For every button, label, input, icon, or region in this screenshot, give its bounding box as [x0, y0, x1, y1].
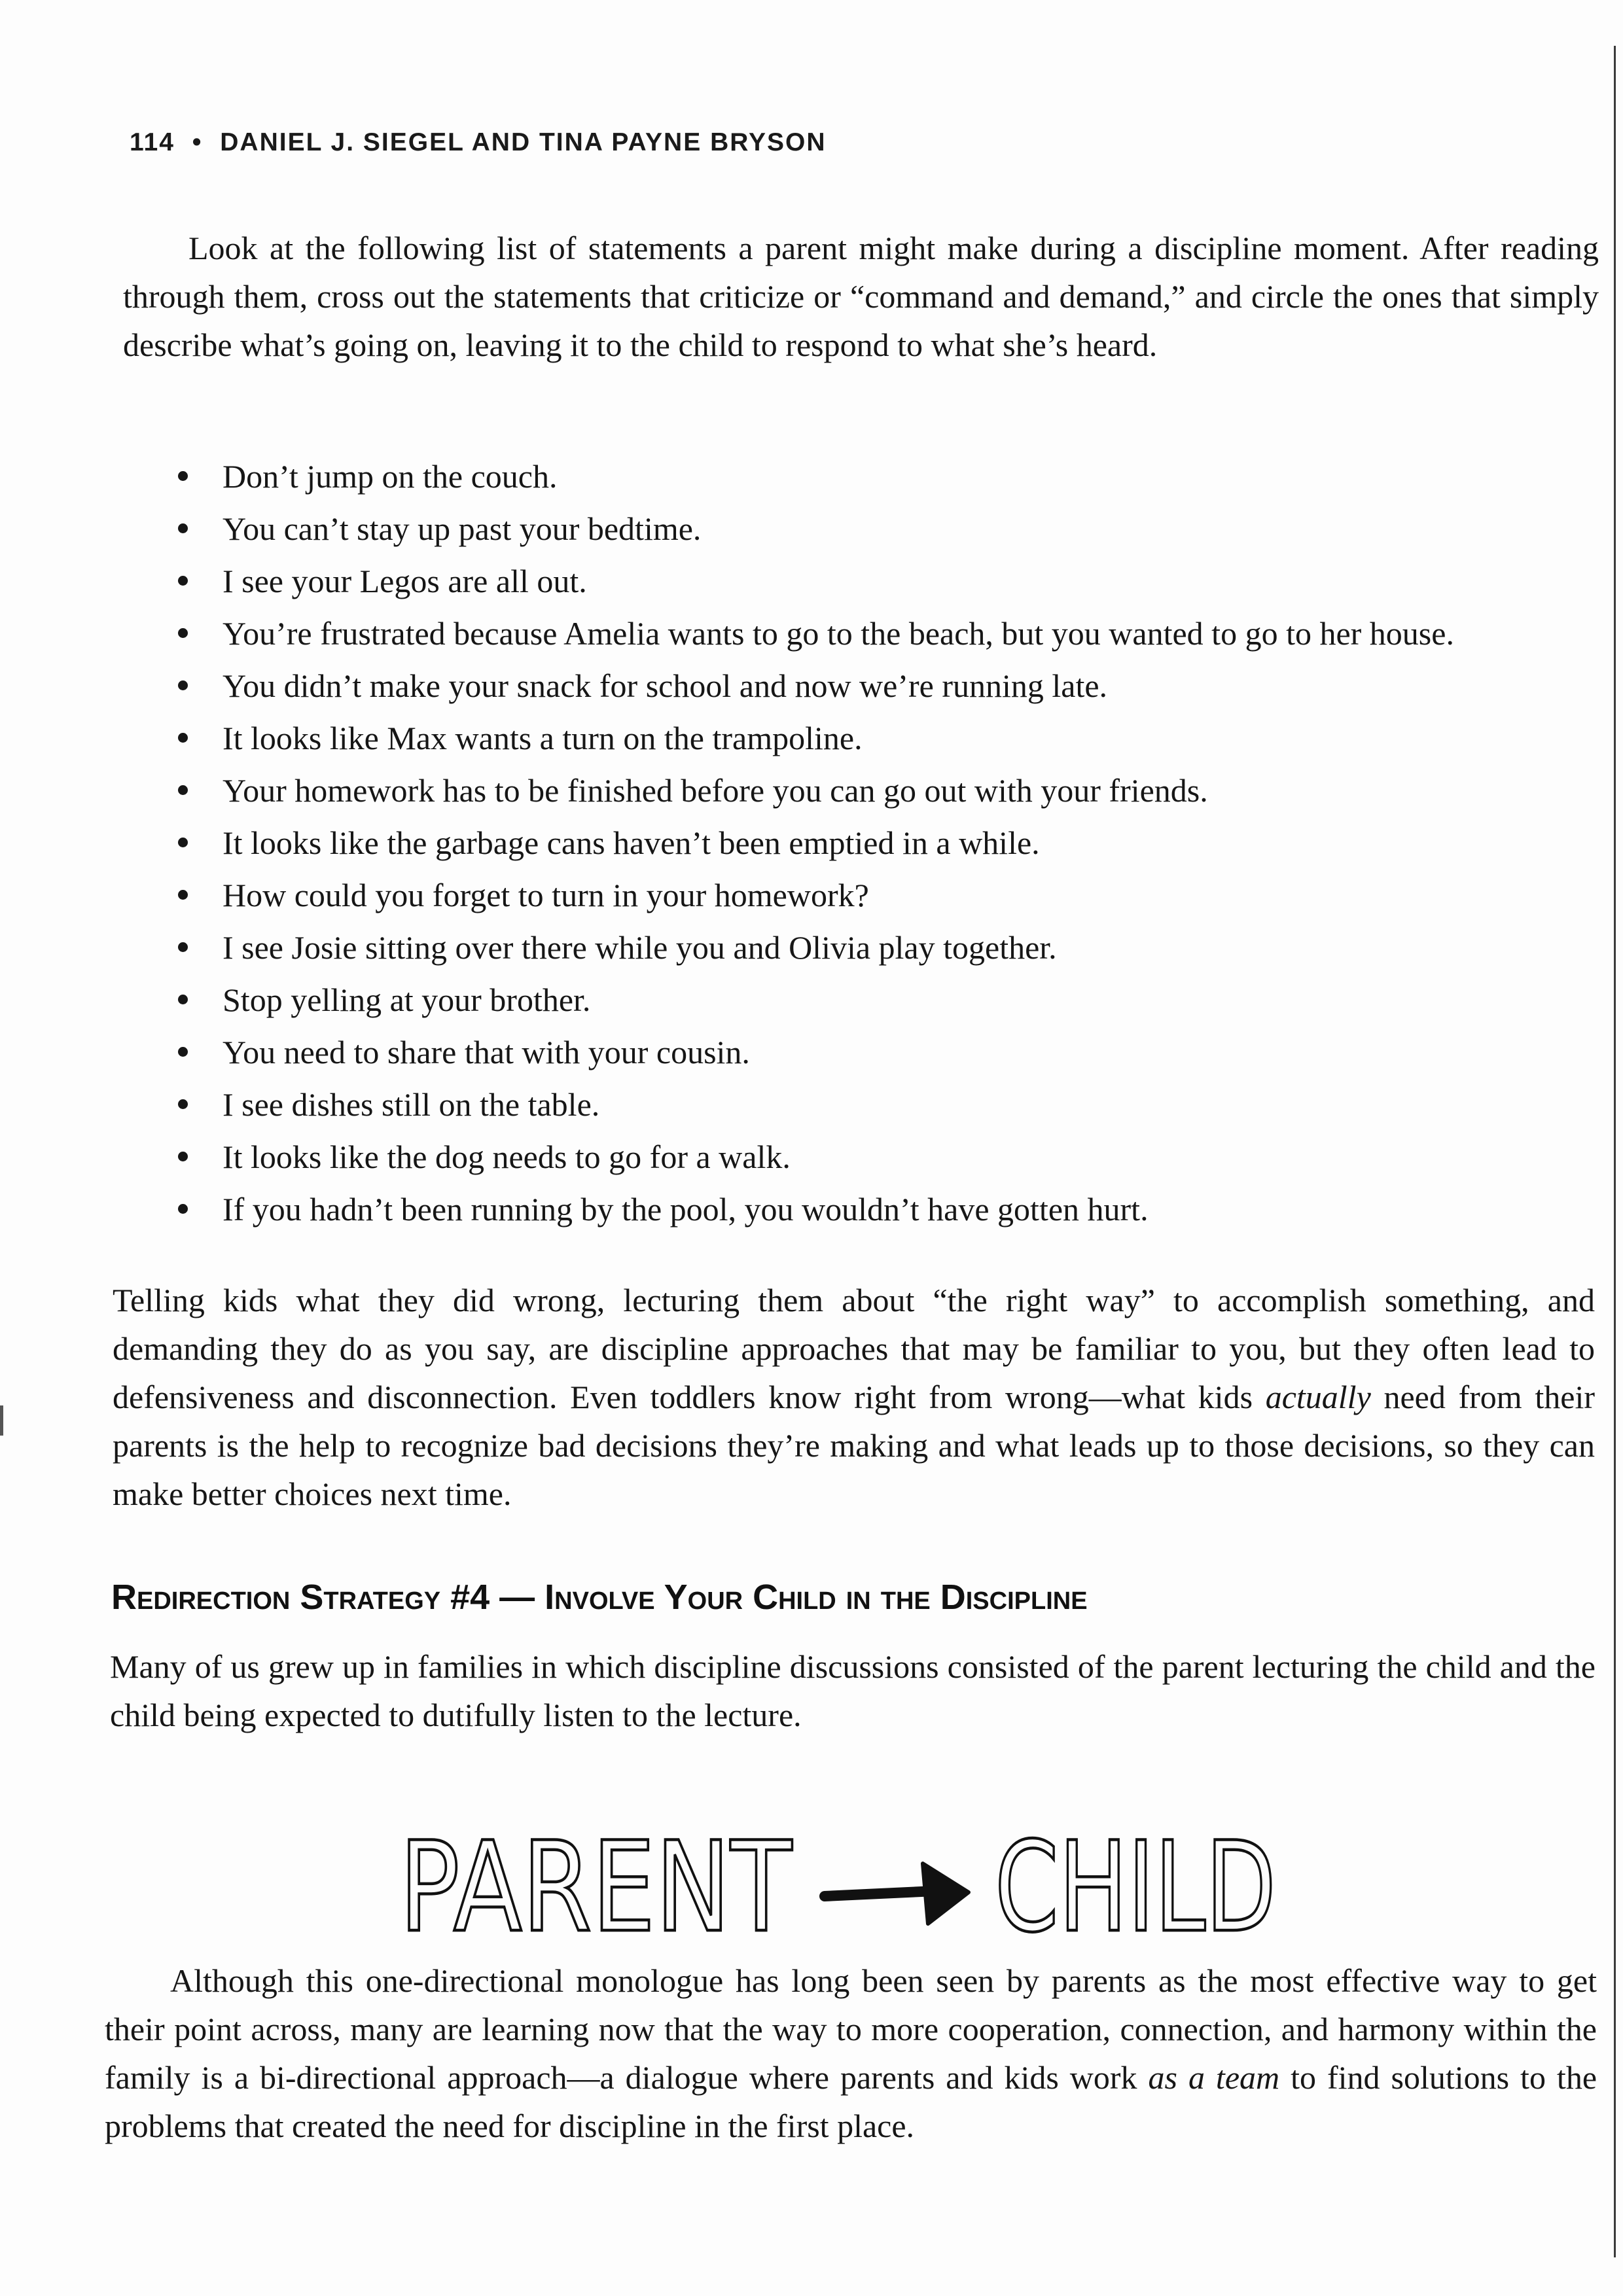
statement-item	[170, 1026, 1610, 1078]
statement-item	[170, 660, 1610, 712]
bullet-icon	[178, 1152, 188, 1161]
bullet-icon	[178, 1099, 188, 1109]
running-head-authors: DANIEL J. SIEGEL AND TINA PAYNE BRYSON	[220, 128, 827, 156]
page-number: 114	[130, 128, 175, 156]
parent-to-child-illustration	[386, 1793, 1302, 1976]
running-head-separator: •	[192, 128, 203, 156]
statement-text: If you hadn’t been running by the pool, you wouldn’t have gotten hurt.	[223, 1191, 1149, 1227]
emphasis-actually: actually	[1265, 1379, 1371, 1415]
body-paragraph	[113, 1276, 1595, 1518]
body-paragraph-text-end: need from their parents is the help to recognize bad decisions they’re making and what leads up to those decisions, so they can make better choices next time.	[113, 1379, 1595, 1512]
statement-item	[170, 712, 1610, 764]
statement-item	[170, 607, 1610, 660]
statement-list	[170, 450, 1610, 1235]
closing-paragraph-text-end: to find solutions to the problems that created the need for discipline in the first place.	[105, 2059, 1597, 2144]
statement-item	[170, 817, 1610, 869]
bullet-icon	[178, 733, 188, 743]
statement-item	[170, 1078, 1610, 1131]
illustration-child-word: CHILD	[995, 1815, 1276, 1960]
bullet-icon	[178, 1204, 188, 1214]
statement-text: Stop yelling at your brother.	[223, 981, 591, 1018]
statement-text: I see dishes still on the table.	[223, 1086, 600, 1123]
body-paragraph-text: Telling kids what they did wrong, lecturing them about “the right way” to accomplish something, and demanding they do as you say, are discipline approaches that may be familiar to you, but they often lead to defensiveness and disconnection. Even toddlers know right from wrong—what kids	[113, 1282, 1595, 1415]
bullet-icon	[178, 942, 188, 952]
statement-item	[170, 555, 1610, 607]
bullet-icon	[178, 471, 188, 481]
statement-text: You’re frustrated because Amelia wants to go to the beach, but you wanted to go to her house.	[223, 615, 1454, 652]
running-head	[130, 128, 826, 157]
bullet-icon	[178, 523, 188, 533]
statement-text: It looks like the garbage cans haven’t been emptied in a while.	[223, 824, 1040, 861]
statement-text: It looks like Max wants a turn on the trampoline.	[223, 720, 863, 756]
statement-item	[170, 921, 1610, 974]
statement-item	[170, 1183, 1610, 1235]
statement-text: I see your Legos are all out.	[223, 563, 587, 599]
statement-text: I see Josie sitting over there while you and Olivia play together.	[223, 929, 1057, 966]
statement-item	[170, 503, 1610, 555]
bullet-icon	[178, 1047, 188, 1057]
statement-text: Your homework has to be finished before you can go out with your friends.	[223, 772, 1208, 809]
illustration-parent-word: PARENT	[399, 1815, 793, 1960]
bullet-icon	[178, 890, 188, 900]
statement-item	[170, 974, 1610, 1026]
statement-item	[170, 1131, 1610, 1183]
section-paragraph: Many of us grew up in families in which discipline discussions consisted of the parent lecturing the child and the child being expected to dutifully listen to the lecture.	[110, 1648, 1596, 1733]
statement-text: It looks like the dog needs to go for a walk.	[223, 1139, 791, 1175]
statement-text: You need to share that with your cousin.	[223, 1034, 750, 1070]
bullet-icon	[178, 576, 188, 586]
statement-item	[170, 450, 1610, 503]
closing-paragraph	[105, 1956, 1597, 2150]
bullet-icon	[178, 838, 188, 847]
bullet-icon	[178, 680, 188, 690]
bullet-icon	[178, 995, 188, 1004]
section-heading: Redirection Strategy #4 — Involve Your Child in the Discipline	[111, 1578, 1088, 1617]
scan-edge-mark	[0, 1405, 3, 1436]
closing-paragraph-text: Although this one-directional monologue has long been seen by parents as the most effective way to get their point across, many are learning now that the way to more cooperation, connection, and harmony within the family is a bi-directional approach—a dialogue where parents and kids work	[105, 1962, 1597, 2096]
emphasis-as-a-team: as a team	[1148, 2059, 1280, 2096]
arrow-right-icon	[825, 1863, 969, 1924]
intro-paragraph: Look at the following list of statements a parent might make during a discipline moment. After reading through them, cross out the statements that criticize or “command and demand,” and circle the ones that simply describe what’s going on, leaving it to the child to respond to what she’s heard.	[123, 230, 1599, 363]
bullet-icon	[178, 628, 188, 638]
statement-item	[170, 764, 1610, 817]
page-edge-line	[1614, 46, 1616, 2257]
statement-text: Don’t jump on the couch.	[223, 458, 558, 495]
statement-text: You didn’t make your snack for school and now we’re running late.	[223, 667, 1108, 704]
statement-text: You can’t stay up past your bedtime.	[223, 510, 702, 547]
statement-text: How could you forget to turn in your homework?	[223, 877, 869, 913]
statement-item	[170, 869, 1610, 921]
bullet-icon	[178, 785, 188, 795]
